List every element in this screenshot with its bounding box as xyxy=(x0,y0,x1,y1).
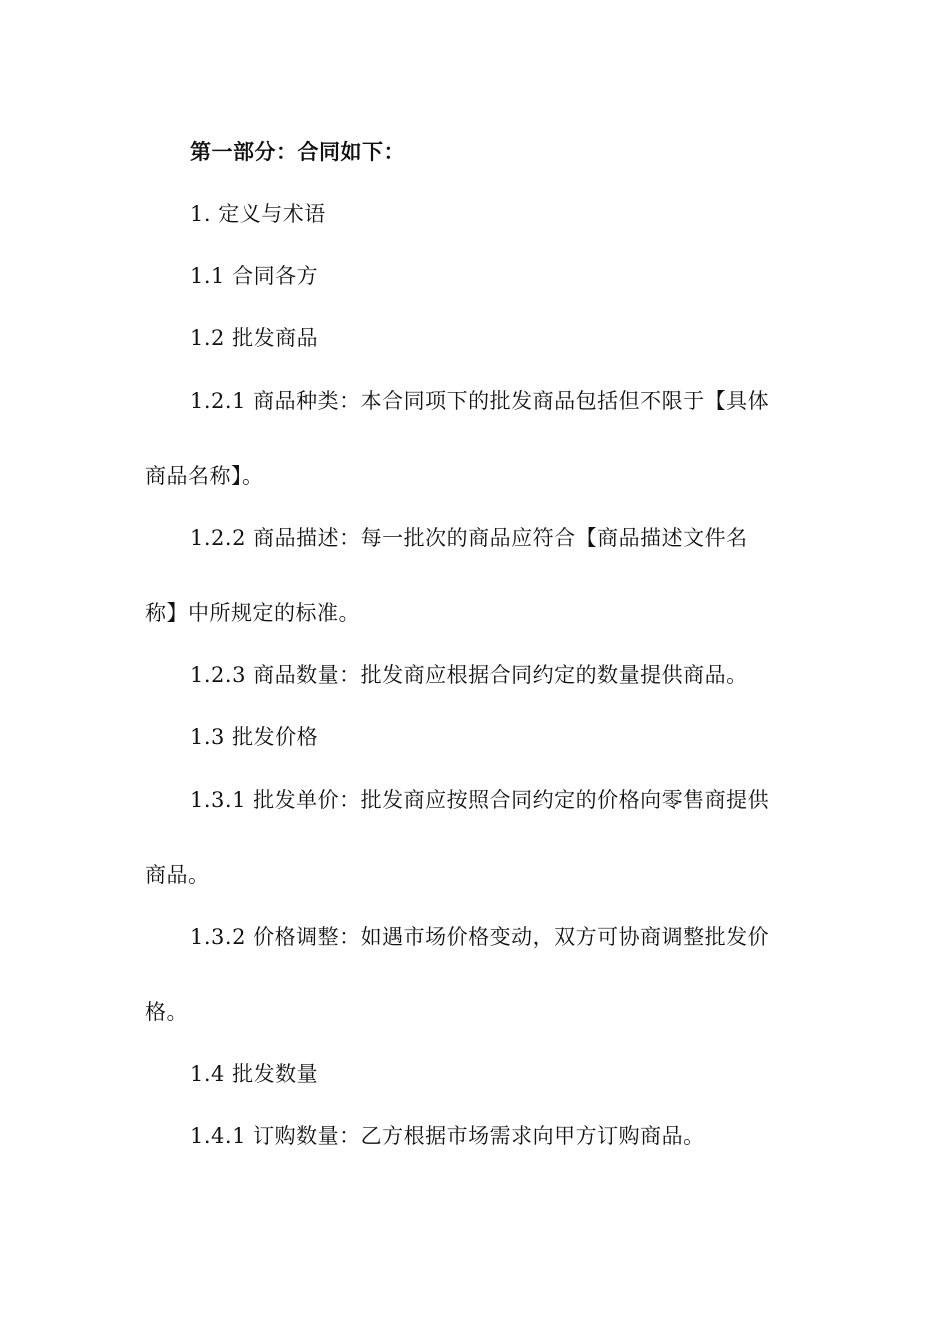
clause-1-2-1: 1.2.1 商品种类：本合同项下的批发商品包括但不限于【具体 xyxy=(190,389,770,413)
clause-1-1: 1.1 合同各方 xyxy=(190,264,319,288)
clause-1-2-3: 1.2.3 商品数量：批发商应根据合同约定的数量提供商品。 xyxy=(190,663,748,687)
clause-1-2-2: 1.2.2 商品描述：每一批次的商品应符合【商品描述文件名 xyxy=(190,526,748,550)
clause-1-2: 1.2 批发商品 xyxy=(190,326,319,350)
clause-1-2-1-continued: 商品名称】。 xyxy=(145,464,264,488)
clause-1-3-2: 1.3.2 价格调整：如遇市场价格变动，双方可协商调整批发价 xyxy=(190,925,770,949)
clause-1: 1. 定义与术语 xyxy=(190,202,326,226)
clause-1-2-2-continued: 称】中所规定的标准。 xyxy=(145,601,360,625)
section-heading: 第一部分：合同如下： xyxy=(190,140,405,164)
clause-1-3-1-continued: 商品。 xyxy=(145,863,210,887)
clause-1-3-2-continued: 格。 xyxy=(145,1000,188,1024)
clause-1-4-1: 1.4.1 订购数量：乙方根据市场需求向甲方订购商品。 xyxy=(190,1124,705,1148)
clause-1-3-1: 1.3.1 批发单价：批发商应按照合同约定的价格向零售商提供 xyxy=(190,788,770,812)
clause-1-4: 1.4 批发数量 xyxy=(190,1062,319,1086)
clause-1-3: 1.3 批发价格 xyxy=(190,725,319,749)
